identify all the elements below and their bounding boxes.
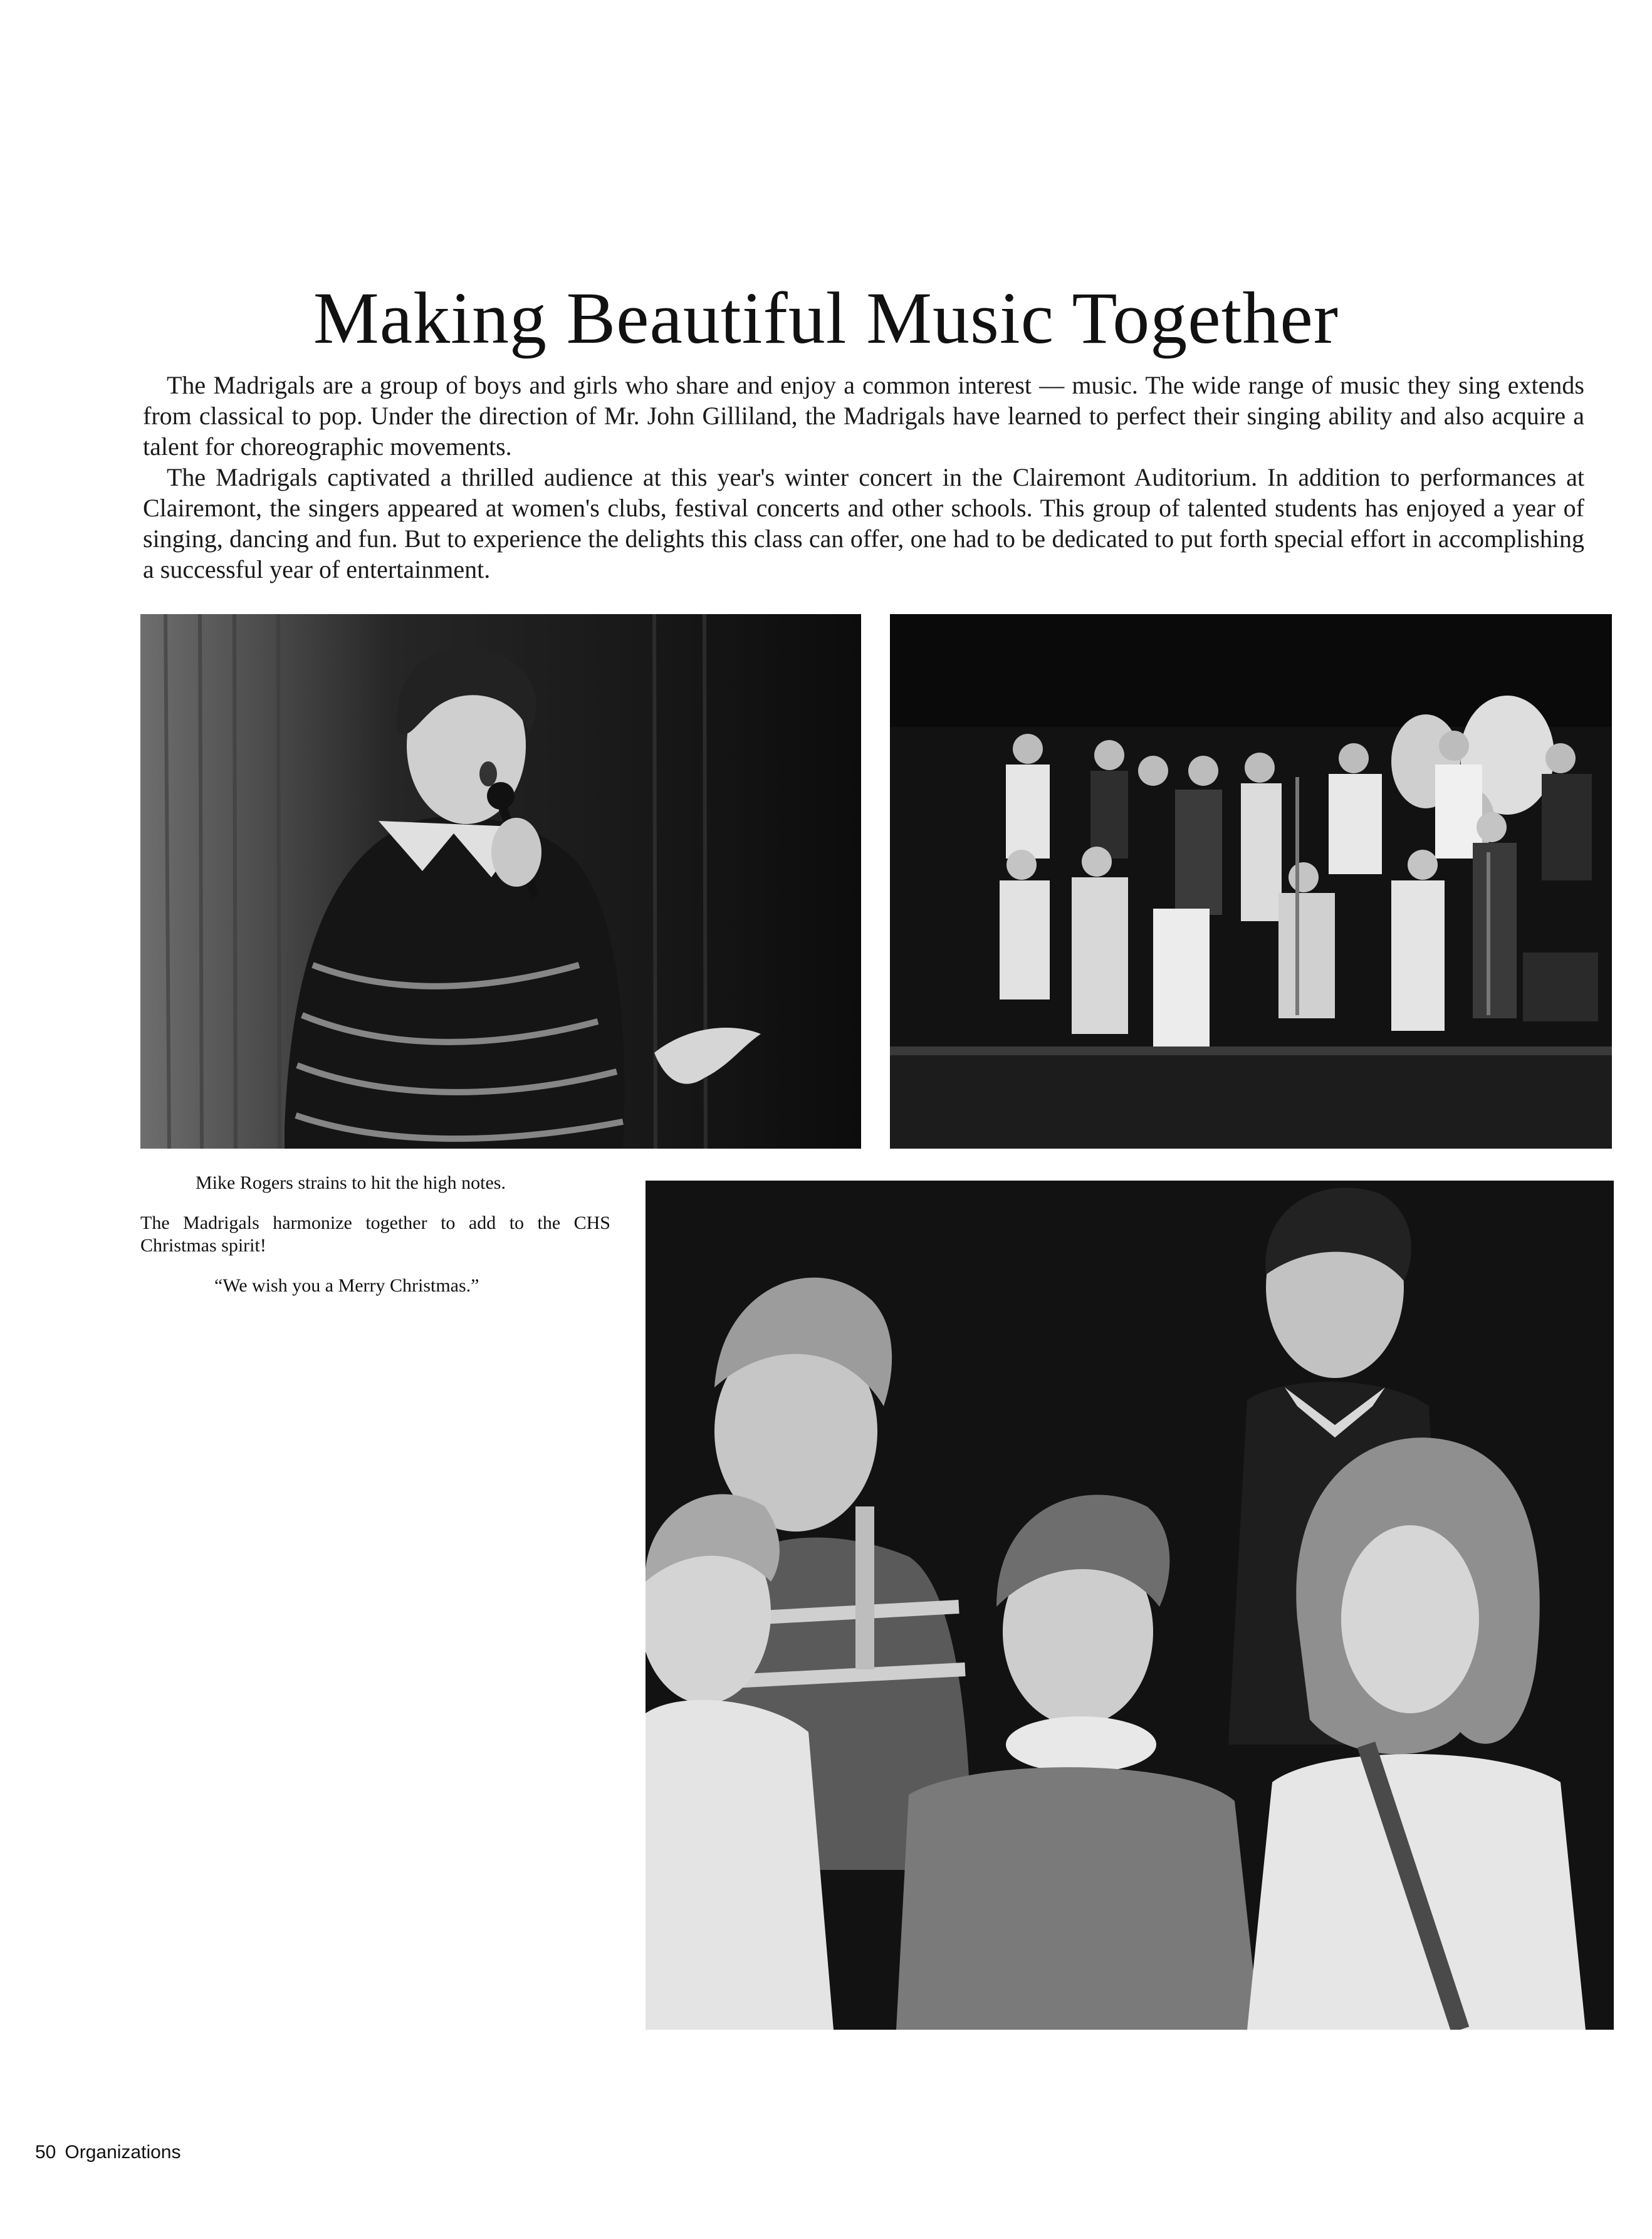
singers-closeup-image	[646, 1181, 1614, 2030]
caption-soloist: Mike Rogers strains to hit the high notes.	[196, 1172, 506, 1193]
page-number: 50	[35, 2142, 56, 2163]
photo-singers	[646, 1181, 1614, 2030]
photo-captions	[140, 1172, 610, 1315]
intro-paragraph: The Madrigals captivated a thrilled audience at this year's winter concert in the Clairemont Auditorium. In addition to performances at Clairemont, the singers appeared at women's clubs, festival concerts and other schools. This group of talented students has enjoyed a year of singing, dancing and fun. But to experience the delights this class can offer, one had to be dedicated to put forth special effort in accomplishing a successful year of entertainment.	[143, 463, 1584, 583]
page-title: Making Beautiful Music Together	[313, 277, 1339, 359]
caption-stage: The Madrigals harmonize together to add to the CHS Christmas spirit!	[140, 1213, 610, 1256]
stage-choir-image	[890, 614, 1612, 1149]
intro-paragraph: The Madrigals are a group of boys and girls who share and enjoy a common interest — music. The wide range of music they sing extends from classical to pop. Under the direction of Mr. John Gilliland, the Madrigals have learned to perfect their singing ability and also acquire a talent for choreographic movements.	[143, 371, 1584, 461]
soloist-image	[140, 614, 861, 1149]
photo-soloist	[140, 614, 861, 1149]
page-footer	[35, 2142, 189, 2163]
section-name: Organizations	[65, 2142, 181, 2163]
caption-closeup: “We wish you a Merry Christmas.”	[214, 1275, 479, 1296]
photo-stage	[890, 614, 1612, 1149]
intro-text	[143, 370, 1584, 585]
